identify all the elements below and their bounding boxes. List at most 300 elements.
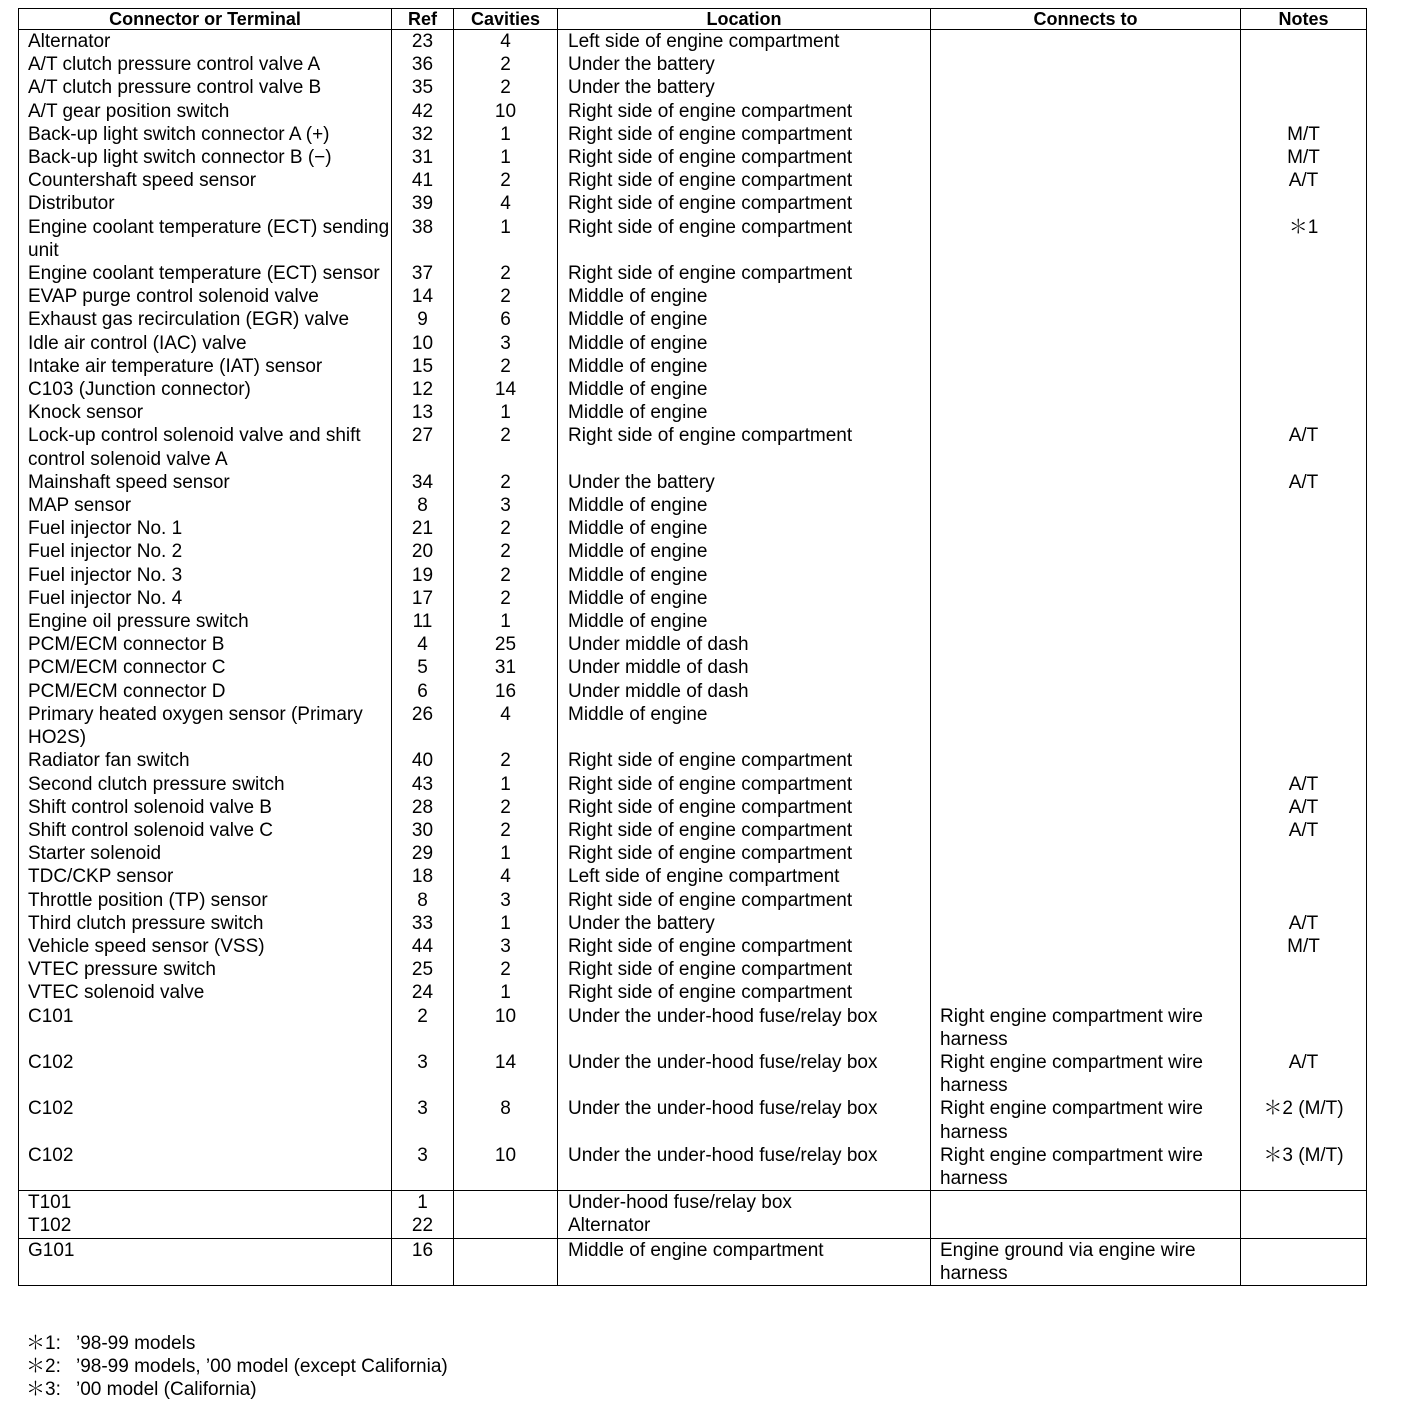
- cell-location: Under middle of dash: [558, 633, 931, 656]
- cell-notes: ＊1: [1241, 216, 1367, 262]
- cell-ref: 1: [392, 1191, 454, 1215]
- table-row: [19, 1005, 1367, 1051]
- cell-connects-to: [931, 262, 1241, 285]
- cell-connector: Radiator fan switch: [19, 749, 392, 772]
- cell-connector: C102: [19, 1144, 392, 1191]
- cell-ref: 38: [392, 216, 454, 262]
- cell-ref: 24: [392, 981, 454, 1004]
- cell-notes: [1241, 100, 1367, 123]
- cell-cavities: 2: [454, 564, 558, 587]
- cell-notes: [1241, 749, 1367, 772]
- cell-connects-to: [931, 656, 1241, 679]
- table-row: [19, 517, 1367, 540]
- cell-connector: Fuel injector No. 2: [19, 540, 392, 563]
- cell-location: Under the battery: [558, 53, 931, 76]
- cell-location: Under the under-hood fuse/relay box: [558, 1144, 931, 1191]
- cell-cavities: 2: [454, 471, 558, 494]
- cell-ref: 30: [392, 819, 454, 842]
- cell-cavities: 16: [454, 680, 558, 703]
- table-body: [19, 30, 1367, 1286]
- cell-ref: 29: [392, 842, 454, 865]
- table-row: [19, 1097, 1367, 1143]
- table-row: [19, 889, 1367, 912]
- cell-location: Right side of engine compartment: [558, 100, 931, 123]
- cell-location: Right side of engine compartment: [558, 146, 931, 169]
- cell-location: Right side of engine compartment: [558, 216, 931, 262]
- cell-location: Right side of engine compartment: [558, 958, 931, 981]
- cell-notes: [1241, 30, 1367, 54]
- table-row: [19, 865, 1367, 888]
- cell-notes: [1241, 865, 1367, 888]
- cell-connector: Second clutch pressure switch: [19, 773, 392, 796]
- cell-connector: PCM/ECM connector C: [19, 656, 392, 679]
- cell-cavities: 10: [454, 1144, 558, 1191]
- header-ref: Ref: [392, 9, 454, 30]
- cell-cavities: 4: [454, 865, 558, 888]
- cell-ref: 22: [392, 1214, 454, 1238]
- cell-cavities: 3: [454, 889, 558, 912]
- table-row: [19, 355, 1367, 378]
- cell-ref: 5: [392, 656, 454, 679]
- header-connects-to: Connects to: [931, 9, 1241, 30]
- cell-connects-to: [931, 192, 1241, 215]
- table-row: [19, 819, 1367, 842]
- cell-ref: 23: [392, 30, 454, 54]
- cell-ref: 41: [392, 169, 454, 192]
- cell-ref: 21: [392, 517, 454, 540]
- cell-notes: [1241, 401, 1367, 424]
- cell-cavities: 1: [454, 123, 558, 146]
- cell-location: Right side of engine compartment: [558, 796, 931, 819]
- cell-connects-to: Right engine compartment wire harness: [931, 1144, 1241, 1191]
- cell-connects-to: [931, 285, 1241, 308]
- cell-location: Middle of engine: [558, 517, 931, 540]
- footnote-text: ’98-99 models: [76, 1333, 196, 1354]
- cell-cavities: 2: [454, 355, 558, 378]
- cell-cavities: 14: [454, 378, 558, 401]
- cell-notes: [1241, 355, 1367, 378]
- cell-connects-to: [931, 703, 1241, 749]
- table-row: [19, 1051, 1367, 1097]
- cell-connector: Knock sensor: [19, 401, 392, 424]
- cell-connects-to: [931, 1191, 1241, 1215]
- header-connector: Connector or Terminal: [19, 9, 392, 30]
- cell-cavities: 3: [454, 332, 558, 355]
- cell-connector: VTEC pressure switch: [19, 958, 392, 981]
- cell-connects-to: [931, 378, 1241, 401]
- cell-connector: Shift control solenoid valve C: [19, 819, 392, 842]
- cell-ref: 12: [392, 378, 454, 401]
- cell-location: Right side of engine compartment: [558, 169, 931, 192]
- table-row: [19, 981, 1367, 1004]
- footnotes: [26, 1332, 448, 1401]
- cell-location: Right side of engine compartment: [558, 424, 931, 470]
- cell-notes: [1241, 1005, 1367, 1051]
- cell-notes: A/T: [1241, 471, 1367, 494]
- cell-connector: Shift control solenoid valve B: [19, 796, 392, 819]
- cell-connects-to: [931, 146, 1241, 169]
- cell-ref: 2: [392, 1005, 454, 1051]
- cell-connector: Intake air temperature (IAT) sensor: [19, 355, 392, 378]
- cell-connects-to: [931, 749, 1241, 772]
- cell-notes: A/T: [1241, 1051, 1367, 1097]
- cell-location: Right side of engine compartment: [558, 889, 931, 912]
- cell-location: Left side of engine compartment: [558, 30, 931, 54]
- footnote: [26, 1378, 448, 1401]
- cell-connects-to: [931, 587, 1241, 610]
- table-row: [19, 308, 1367, 331]
- cell-cavities: 1: [454, 401, 558, 424]
- cell-notes: [1241, 564, 1367, 587]
- cell-connector: VTEC solenoid valve: [19, 981, 392, 1004]
- cell-connects-to: Right engine compartment wire harness: [931, 1051, 1241, 1097]
- cell-ref: 37: [392, 262, 454, 285]
- cell-ref: 18: [392, 865, 454, 888]
- cell-connects-to: [931, 680, 1241, 703]
- cell-location: Right side of engine compartment: [558, 262, 931, 285]
- cell-notes: [1241, 332, 1367, 355]
- cell-ref: 26: [392, 703, 454, 749]
- cell-ref: 8: [392, 494, 454, 517]
- cell-cavities: 2: [454, 540, 558, 563]
- cell-connects-to: [931, 30, 1241, 54]
- cell-location: Under the under-hood fuse/relay box: [558, 1097, 931, 1143]
- cell-ref: 40: [392, 749, 454, 772]
- table-row: [19, 633, 1367, 656]
- cell-location: Under the under-hood fuse/relay box: [558, 1005, 931, 1051]
- cell-notes: M/T: [1241, 146, 1367, 169]
- cell-location: Right side of engine compartment: [558, 842, 931, 865]
- table-row: [19, 169, 1367, 192]
- cell-location: Alternator: [558, 1214, 931, 1238]
- table-row: [19, 494, 1367, 517]
- cell-location: Under middle of dash: [558, 680, 931, 703]
- cell-cavities: 2: [454, 587, 558, 610]
- cell-connector: Engine oil pressure switch: [19, 610, 392, 633]
- cell-connector: PCM/ECM connector B: [19, 633, 392, 656]
- cell-connects-to: [931, 935, 1241, 958]
- cell-connector: Countershaft speed sensor: [19, 169, 392, 192]
- cell-cavities: 2: [454, 517, 558, 540]
- cell-notes: [1241, 981, 1367, 1004]
- table-row: [19, 378, 1367, 401]
- cell-connector: G101: [19, 1238, 392, 1285]
- cell-connector: T102: [19, 1214, 392, 1238]
- cell-connects-to: [931, 773, 1241, 796]
- cell-location: Middle of engine: [558, 308, 931, 331]
- cell-ref: 32: [392, 123, 454, 146]
- cell-notes: ＊2 (M/T): [1241, 1097, 1367, 1143]
- cell-cavities: [454, 1214, 558, 1238]
- table-row: [19, 610, 1367, 633]
- cell-notes: [1241, 53, 1367, 76]
- cell-ref: 27: [392, 424, 454, 470]
- table-row: [19, 53, 1367, 76]
- cell-connects-to: [931, 76, 1241, 99]
- cell-ref: 39: [392, 192, 454, 215]
- cell-cavities: 10: [454, 100, 558, 123]
- cell-cavities: 10: [454, 1005, 558, 1051]
- cell-notes: A/T: [1241, 796, 1367, 819]
- cell-connects-to: [931, 471, 1241, 494]
- cell-cavities: 1: [454, 146, 558, 169]
- table-header-row: [19, 9, 1367, 30]
- cell-location: Middle of engine: [558, 401, 931, 424]
- cell-connects-to: [931, 912, 1241, 935]
- cell-ref: 34: [392, 471, 454, 494]
- cell-ref: 8: [392, 889, 454, 912]
- cell-notes: [1241, 633, 1367, 656]
- table-row: [19, 680, 1367, 703]
- cell-cavities: 2: [454, 285, 558, 308]
- cell-location: Right side of engine compartment: [558, 773, 931, 796]
- cell-notes: A/T: [1241, 773, 1367, 796]
- cell-connector: A/T clutch pressure control valve A: [19, 53, 392, 76]
- cell-connector: Back-up light switch connector B (−): [19, 146, 392, 169]
- cell-cavities: [454, 1238, 558, 1285]
- cell-connector: C102: [19, 1051, 392, 1097]
- cell-cavities: 1: [454, 216, 558, 262]
- cell-ref: 3: [392, 1144, 454, 1191]
- cell-notes: [1241, 517, 1367, 540]
- cell-cavities: 2: [454, 169, 558, 192]
- cell-connects-to: [931, 308, 1241, 331]
- cell-connector: TDC/CKP sensor: [19, 865, 392, 888]
- cell-cavities: 2: [454, 424, 558, 470]
- cell-location: Under middle of dash: [558, 656, 931, 679]
- cell-notes: [1241, 587, 1367, 610]
- cell-notes: [1241, 192, 1367, 215]
- cell-cavities: 2: [454, 958, 558, 981]
- cell-connector: Distributor: [19, 192, 392, 215]
- cell-cavities: 1: [454, 610, 558, 633]
- cell-notes: M/T: [1241, 935, 1367, 958]
- cell-ref: 43: [392, 773, 454, 796]
- cell-notes: [1241, 262, 1367, 285]
- table-row: [19, 749, 1367, 772]
- cell-ref: 35: [392, 76, 454, 99]
- cell-connects-to: Right engine compartment wire harness: [931, 1097, 1241, 1143]
- cell-notes: [1241, 889, 1367, 912]
- cell-ref: 36: [392, 53, 454, 76]
- cell-ref: 11: [392, 610, 454, 633]
- cell-ref: 33: [392, 912, 454, 935]
- cell-cavities: 4: [454, 703, 558, 749]
- cell-connector: Mainshaft speed sensor: [19, 471, 392, 494]
- connector-table-sheet: [18, 8, 1367, 1286]
- cell-connects-to: [931, 842, 1241, 865]
- table-row: [19, 1238, 1367, 1285]
- cell-cavities: 6: [454, 308, 558, 331]
- cell-connector: A/T gear position switch: [19, 100, 392, 123]
- table-row: [19, 262, 1367, 285]
- cell-ref: 16: [392, 1238, 454, 1285]
- cell-notes: [1241, 958, 1367, 981]
- cell-connector: Lock-up control solenoid valve and shift control solenoid valve A: [19, 424, 392, 470]
- cell-connector: A/T clutch pressure control valve B: [19, 76, 392, 99]
- cell-notes: [1241, 285, 1367, 308]
- cell-ref: 10: [392, 332, 454, 355]
- cell-location: Right side of engine compartment: [558, 981, 931, 1004]
- cell-notes: [1241, 1214, 1367, 1238]
- cell-notes: [1241, 308, 1367, 331]
- table-row: [19, 564, 1367, 587]
- cell-connector: C103 (Junction connector): [19, 378, 392, 401]
- cell-notes: A/T: [1241, 424, 1367, 470]
- table-row: [19, 935, 1367, 958]
- cell-notes: [1241, 680, 1367, 703]
- table-row: [19, 1191, 1367, 1215]
- cell-cavities: 2: [454, 262, 558, 285]
- cell-location: Right side of engine compartment: [558, 819, 931, 842]
- cell-connects-to: [931, 865, 1241, 888]
- table-row: [19, 424, 1367, 470]
- cell-connects-to: [931, 332, 1241, 355]
- table-row: [19, 842, 1367, 865]
- cell-ref: 31: [392, 146, 454, 169]
- cell-connector: Fuel injector No. 4: [19, 587, 392, 610]
- cell-connects-to: [931, 401, 1241, 424]
- cell-notes: [1241, 76, 1367, 99]
- cell-location: Middle of engine compartment: [558, 1238, 931, 1285]
- cell-connector: Fuel injector No. 1: [19, 517, 392, 540]
- table-row: [19, 100, 1367, 123]
- cell-connects-to: [931, 100, 1241, 123]
- cell-cavities: 8: [454, 1097, 558, 1143]
- cell-connector: C102: [19, 1097, 392, 1143]
- cell-location: Middle of engine: [558, 703, 931, 749]
- cell-cavities: 2: [454, 53, 558, 76]
- cell-ref: 9: [392, 308, 454, 331]
- table-row: [19, 912, 1367, 935]
- cell-connector: Engine coolant temperature (ECT) sensor: [19, 262, 392, 285]
- cell-ref: 44: [392, 935, 454, 958]
- cell-connects-to: [931, 796, 1241, 819]
- cell-notes: ＊3 (M/T): [1241, 1144, 1367, 1191]
- cell-connector: T101: [19, 1191, 392, 1215]
- header-notes: Notes: [1241, 9, 1367, 30]
- footnote: [26, 1332, 448, 1355]
- cell-cavities: [454, 1191, 558, 1215]
- cell-ref: 4: [392, 633, 454, 656]
- cell-cavities: 25: [454, 633, 558, 656]
- cell-connector: Throttle position (TP) sensor: [19, 889, 392, 912]
- cell-ref: 42: [392, 100, 454, 123]
- cell-connects-to: [931, 424, 1241, 470]
- cell-notes: [1241, 1238, 1367, 1285]
- cell-connector: C101: [19, 1005, 392, 1051]
- cell-notes: [1241, 610, 1367, 633]
- cell-location: Middle of engine: [558, 564, 931, 587]
- cell-notes: [1241, 378, 1367, 401]
- cell-cavities: 4: [454, 30, 558, 54]
- table-row: [19, 773, 1367, 796]
- cell-connector: Idle air control (IAC) valve: [19, 332, 392, 355]
- cell-notes: A/T: [1241, 912, 1367, 935]
- cell-ref: 28: [392, 796, 454, 819]
- cell-connects-to: [931, 633, 1241, 656]
- cell-notes: [1241, 494, 1367, 517]
- cell-ref: 14: [392, 285, 454, 308]
- cell-ref: 6: [392, 680, 454, 703]
- cell-connector: EVAP purge control solenoid valve: [19, 285, 392, 308]
- cell-location: Under the battery: [558, 471, 931, 494]
- cell-connector: Alternator: [19, 30, 392, 54]
- cell-connects-to: [931, 610, 1241, 633]
- cell-notes: A/T: [1241, 819, 1367, 842]
- cell-notes: A/T: [1241, 169, 1367, 192]
- cell-notes: [1241, 703, 1367, 749]
- cell-connector: Vehicle speed sensor (VSS): [19, 935, 392, 958]
- cell-location: Middle of engine: [558, 285, 931, 308]
- cell-ref: 19: [392, 564, 454, 587]
- table-row: [19, 332, 1367, 355]
- table-row: [19, 216, 1367, 262]
- cell-location: Right side of engine compartment: [558, 192, 931, 215]
- cell-connects-to: [931, 494, 1241, 517]
- cell-connects-to: [931, 53, 1241, 76]
- cell-cavities: 2: [454, 749, 558, 772]
- cell-ref: 20: [392, 540, 454, 563]
- table-row: [19, 1144, 1367, 1191]
- cell-location: Under the under-hood fuse/relay box: [558, 1051, 931, 1097]
- cell-location: Middle of engine: [558, 378, 931, 401]
- cell-connects-to: [931, 517, 1241, 540]
- cell-connector: Back-up light switch connector A (+): [19, 123, 392, 146]
- cell-location: Right side of engine compartment: [558, 123, 931, 146]
- cell-cavities: 2: [454, 796, 558, 819]
- cell-cavities: 2: [454, 76, 558, 99]
- table-row: [19, 958, 1367, 981]
- cell-connects-to: [931, 540, 1241, 563]
- cell-cavities: 3: [454, 494, 558, 517]
- cell-cavities: 1: [454, 912, 558, 935]
- table-row: [19, 587, 1367, 610]
- cell-connector: PCM/ECM connector D: [19, 680, 392, 703]
- header-location: Location: [558, 9, 931, 30]
- cell-connector: Starter solenoid: [19, 842, 392, 865]
- cell-location: Middle of engine: [558, 610, 931, 633]
- cell-notes: M/T: [1241, 123, 1367, 146]
- cell-location: Under the battery: [558, 76, 931, 99]
- cell-connects-to: [931, 981, 1241, 1004]
- cell-connects-to: Engine ground via engine wire harness: [931, 1238, 1241, 1285]
- cell-location: Right side of engine compartment: [558, 749, 931, 772]
- cell-location: Middle of engine: [558, 355, 931, 378]
- connector-table: [18, 8, 1367, 1286]
- table-row: [19, 656, 1367, 679]
- cell-location: Under-hood fuse/relay box: [558, 1191, 931, 1215]
- cell-connector: Exhaust gas recirculation (EGR) valve: [19, 308, 392, 331]
- cell-cavities: 2: [454, 819, 558, 842]
- cell-notes: [1241, 842, 1367, 865]
- table-row: [19, 285, 1367, 308]
- cell-connects-to: [931, 958, 1241, 981]
- cell-location: Left side of engine compartment: [558, 865, 931, 888]
- cell-connects-to: [931, 889, 1241, 912]
- cell-location: Middle of engine: [558, 587, 931, 610]
- footnote-mark: ＊2:: [26, 1356, 61, 1377]
- footnote-text: ’98-99 models, ’00 model (except California): [76, 1356, 448, 1377]
- cell-connects-to: [931, 216, 1241, 262]
- cell-cavities: 1: [454, 981, 558, 1004]
- cell-connector: Third clutch pressure switch: [19, 912, 392, 935]
- footnote: [26, 1355, 448, 1378]
- cell-location: Middle of engine: [558, 540, 931, 563]
- footnote-mark: ＊1:: [26, 1333, 61, 1354]
- table-row: [19, 1214, 1367, 1238]
- cell-location: Middle of engine: [558, 332, 931, 355]
